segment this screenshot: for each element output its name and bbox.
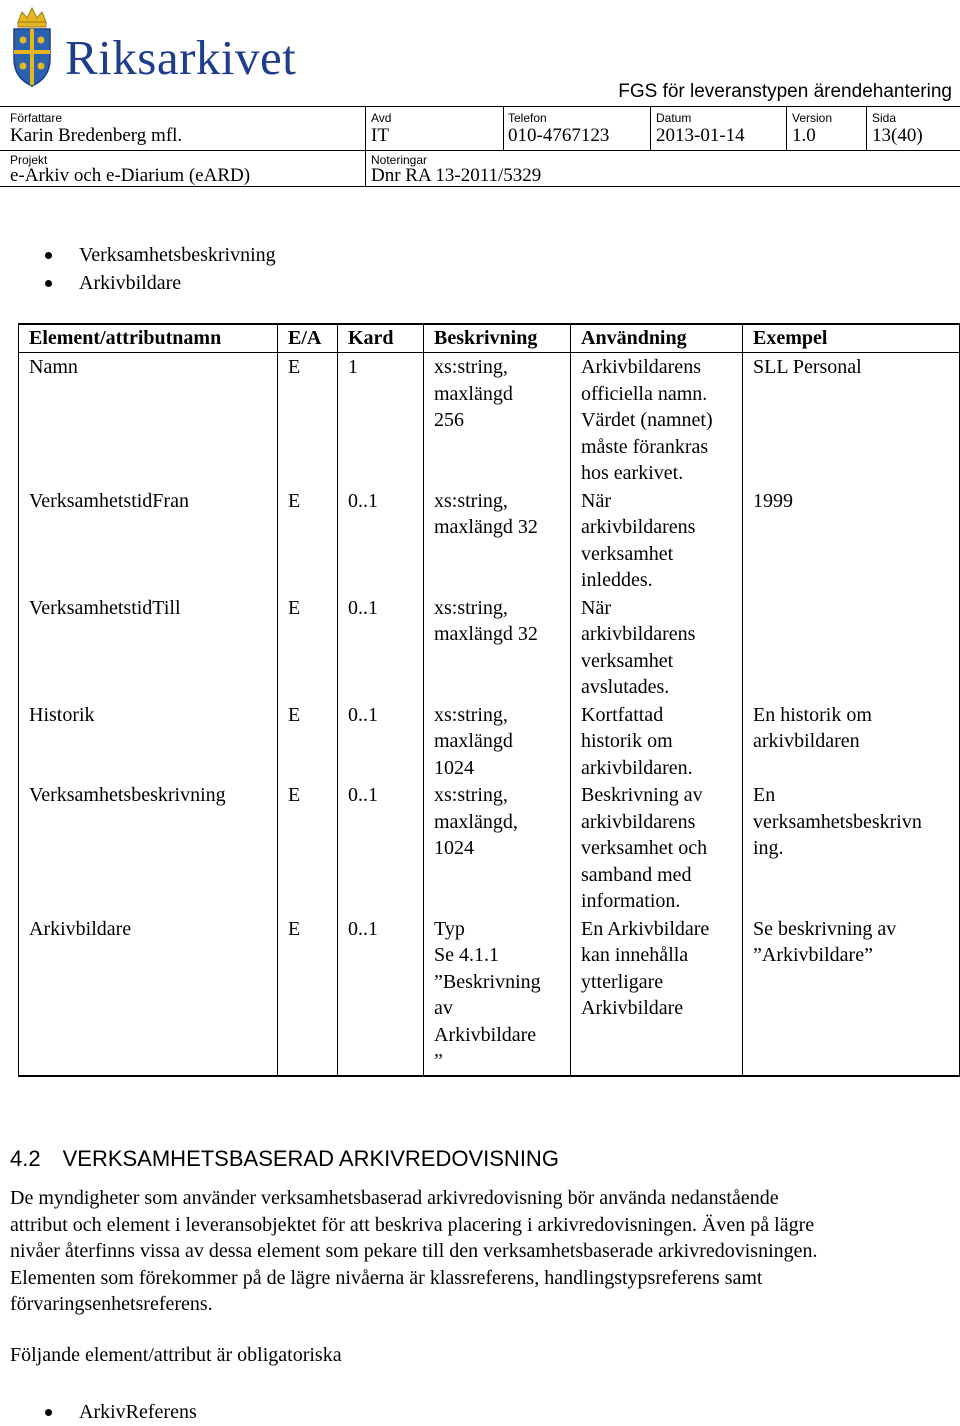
table-row	[19, 701, 960, 782]
ea-cell: E	[278, 487, 338, 594]
element-name-cell: Historik	[19, 701, 278, 782]
cardinality-cell: 0..1	[338, 701, 424, 782]
ea-cell: E	[278, 353, 338, 487]
usage-cell: När arkivbildarens verksamhet inleddes.	[571, 487, 743, 594]
description-cell: xs:string, maxlängd 1024	[424, 701, 571, 782]
section-number: 4.2	[10, 1146, 41, 1171]
ea-cell: E	[278, 781, 338, 915]
description-cell: xs:string, maxlängd 256	[424, 353, 571, 487]
section-heading	[10, 1146, 559, 1172]
page-value: 13(40)	[872, 125, 923, 146]
description-cell: xs:string, maxlängd 32	[424, 487, 571, 594]
phone-value: 010-4767123	[508, 125, 610, 146]
description-cell: xs:string, maxlängd 32	[424, 594, 571, 701]
bullet-list-bottom	[35, 1398, 197, 1426]
notes-value: Dnr RA 13-2011/5329	[371, 165, 542, 186]
example-cell: En historik om arkivbildaren	[743, 701, 960, 782]
column-header: Exempel	[743, 324, 960, 353]
date-label: Datum	[656, 111, 692, 125]
table-row	[19, 594, 960, 701]
cardinality-cell: 0..1	[338, 915, 424, 1076]
version-label: Version	[792, 111, 833, 125]
ea-cell: E	[278, 594, 338, 701]
element-name-cell: VerksamhetstidFran	[19, 487, 278, 594]
element-name-cell: Namn	[19, 353, 278, 487]
document-title: FGS för leveranstypen ärendehantering	[618, 81, 952, 102]
element-name-cell: VerksamhetstidTill	[19, 594, 278, 701]
column-header: E/A	[278, 324, 338, 353]
column-header: Kard	[338, 324, 424, 353]
document-header-box	[0, 106, 960, 188]
author-value: Karin Bredenberg mfl.	[10, 125, 183, 146]
table-row	[19, 353, 960, 487]
required-elements-intro: Följande element/attribut är obligatoriska	[10, 1344, 342, 1366]
cardinality-cell: 0..1	[338, 781, 424, 915]
example-cell: 1999	[743, 487, 960, 594]
notes-label: Noteringar	[371, 153, 428, 167]
project-value: e-Arkiv och e-Diarium (eARD)	[10, 165, 251, 186]
usage-cell: Beskrivning av arkivbildarens verksamhet och samband med information.	[571, 781, 743, 915]
element-name-cell: Arkivbildare	[19, 915, 278, 1076]
example-cell: Se beskrivning av ”Arkivbildare”	[743, 915, 960, 1076]
table-row	[19, 915, 960, 1076]
description-cell: Typ Se 4.1.1 ”Beskrivning av Arkivbildare ”	[424, 915, 571, 1076]
ea-cell: E	[278, 701, 338, 782]
department-label: Avd	[371, 111, 392, 125]
project-label: Projekt	[10, 153, 48, 167]
example-cell: SLL Personal	[743, 353, 960, 487]
date-value: 2013-01-14	[656, 125, 745, 146]
bullet-item: Arkivbildare	[35, 269, 276, 297]
example-cell: En verksamhetsbeskrivn ing.	[743, 781, 960, 915]
description-cell: xs:string, maxlängd, 1024	[424, 781, 571, 915]
department-value: IT	[371, 125, 389, 146]
table-row	[19, 487, 960, 594]
cardinality-cell: 0..1	[338, 487, 424, 594]
example-cell	[743, 594, 960, 701]
bullet-list-top	[35, 241, 276, 297]
bullet-item: Verksamhetsbeskrivning	[35, 241, 276, 269]
column-header: Beskrivning	[424, 324, 571, 353]
phone-label: Telefon	[508, 111, 547, 125]
table-header-row	[19, 324, 960, 353]
column-header: Element/attributnamn	[19, 324, 278, 353]
author-label: Författare	[10, 111, 63, 125]
bullet-item: ArkivReferens	[35, 1398, 197, 1426]
table-row	[19, 781, 960, 915]
brand-name: Riksarkivet	[65, 30, 297, 85]
cardinality-cell: 0..1	[338, 594, 424, 701]
column-header: Användning	[571, 324, 743, 353]
usage-cell: Kortfattad historik om arkivbildaren.	[571, 701, 743, 782]
usage-cell: Arkivbildarens officiella namn. Värdet (namnet) måste förankras hos earkivet.	[571, 353, 743, 487]
usage-cell: När arkivbildarens verksamhet avslutades.	[571, 594, 743, 701]
section-paragraph	[10, 1185, 950, 1318]
paragraph-line: nivåer återfinns vissa av dessa element som pekare till den verksamhetsbaserade arkivredovisningen.	[10, 1240, 818, 1262]
paragraph-line: De myndigheter som använder verksamhetsbaserad arkivredovisning bör använda nedanstående	[10, 1187, 779, 1209]
section-title: VERKSAMHETSBASERAD ARKIVREDOVISNING	[62, 1146, 559, 1171]
ea-cell: E	[278, 915, 338, 1076]
element-attribute-table	[18, 323, 960, 1077]
paragraph-line: förvaringsenhetsreferens.	[10, 1293, 213, 1315]
element-name-cell: Verksamhetsbeskrivning	[19, 781, 278, 915]
paragraph-line: Elementen som förekommer på de lägre nivåerna är klassreferens, handlingstypsreferens samt	[10, 1266, 763, 1289]
version-value: 1.0	[792, 125, 816, 146]
cardinality-cell: 1	[338, 353, 424, 487]
page-label: Sida	[872, 111, 897, 125]
riksarkivet-crest-logo	[8, 4, 56, 88]
paragraph-line: attribut och element i leveransobjektet för att beskriva placering i arkivredovisningen. Även på lägre	[10, 1213, 815, 1236]
usage-cell: En Arkivbildare kan innehålla ytterligare Arkivbildare	[571, 915, 743, 1076]
